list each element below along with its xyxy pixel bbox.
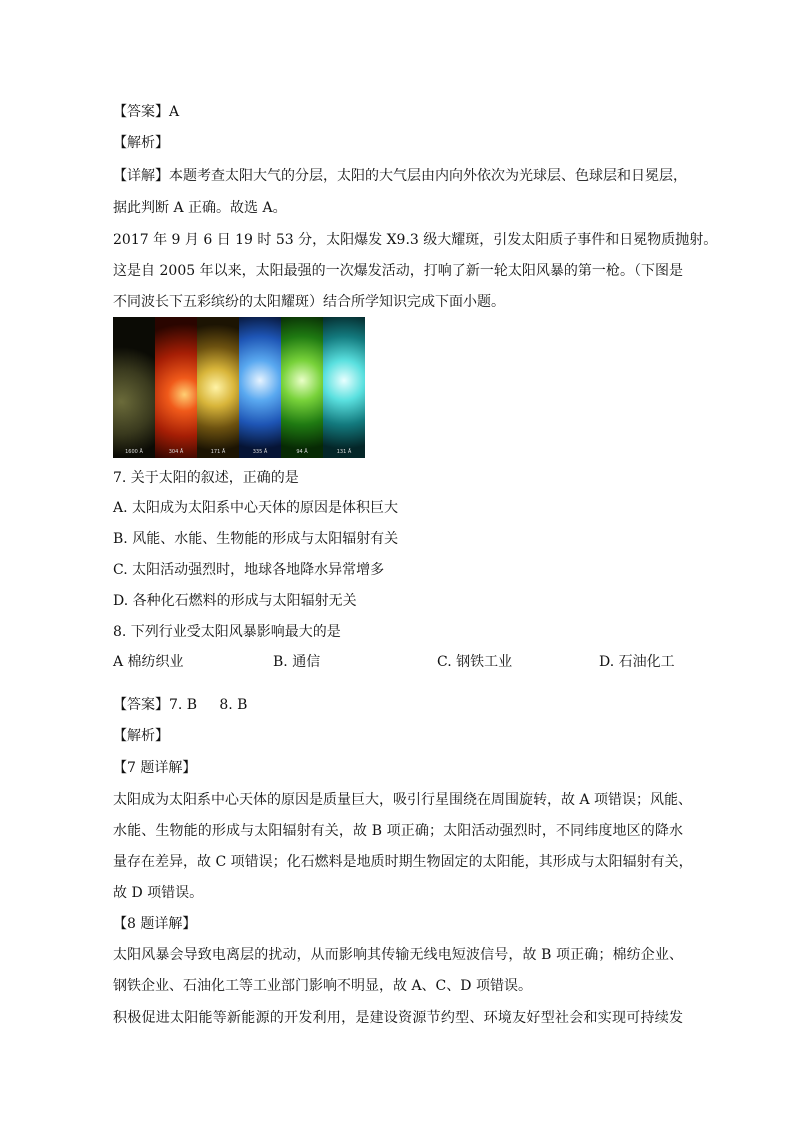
question-8-option: B. 通信: [273, 654, 321, 670]
question-7-option: B. 风能、水能、生物能的形成与太阳辐射有关: [113, 531, 399, 547]
q7-detail-line: 故 D 项错误。: [113, 885, 204, 901]
q7-detail-line: 水能、生物能的形成与太阳辐射有关，故 B 项正确；太阳活动强烈时，不同纬度地区的降水: [113, 823, 683, 839]
answer-label: 【答案】7. B 8. B: [113, 697, 248, 713]
question-7-option: A. 太阳成为太阳系中心天体的原因是体积巨大: [113, 500, 399, 516]
wavelength-label: 335 Å: [252, 449, 268, 455]
wavelength-label: 304 Å: [168, 449, 184, 455]
q7-detail-line: 太阳成为太阳系中心天体的原因是质量巨大，吸引行星围绕在周围旋转，故 A 项错误；风能、: [113, 792, 693, 808]
flare-panel: [197, 317, 239, 458]
question-7-option: C. 太阳活动强烈时，地球各地降水异常增多: [113, 562, 385, 578]
wavelength-label: 171 Å: [210, 449, 226, 455]
detail-line: 据此判断 A 正确。故选 A。: [113, 200, 287, 216]
question-7-option: D. 各种化石燃料的形成与太阳辐射无关: [113, 593, 357, 609]
question-7-stem: 7. 关于太阳的叙述，正确的是: [113, 470, 299, 486]
flare-panel: [239, 317, 281, 458]
paragraph-line: 积极促进太阳能等新能源的开发利用，是建设资源节约型、环境友好型社会和实现可持续发: [113, 1010, 683, 1026]
wavelength-label: 131 Å: [336, 449, 352, 455]
detail-line: 【详解】本题考查太阳大气的分层，太阳的大气层由内向外依次为光球层、色球层和日冕层，: [113, 168, 687, 184]
flare-panel: [281, 317, 323, 458]
q7-detail-line: 量存在差异，故 C 项错误；化石燃料是地质时期生物固定的太阳能，其形成与太阳辐射有关，: [113, 854, 693, 870]
flare-panel: [155, 317, 197, 458]
q8-detail-title: 【8 题详解】: [113, 916, 197, 932]
question-8-option: D. 石油化工: [599, 654, 675, 670]
intro-line: 不同波长下五彩缤纷的太阳耀斑）结合所学知识完成下面小题。: [113, 294, 505, 310]
intro-line: 这是自 2005 年以来，太阳最强的一次爆发活动，打响了新一轮太阳风暴的第一枪。（下图是: [113, 263, 683, 279]
solar-flare-image: [113, 317, 365, 458]
question-8-stem: 8. 下列行业受太阳风暴影响最大的是: [113, 624, 341, 640]
wavelength-label: 1600 Å: [125, 449, 143, 455]
flare-panel: [323, 317, 365, 458]
answer-label: 【答案】A: [113, 104, 180, 120]
q7-detail-title: 【7 题详解】: [113, 760, 197, 776]
question-8-options: [113, 652, 683, 672]
analysis-label: 【解析】: [113, 135, 169, 151]
q8-detail-line: 钢铁企业、石油化工等工业部门影响不明显，故 A、C、D 项错误。: [113, 978, 532, 994]
flare-panel: [113, 317, 155, 458]
q8-detail-line: 太阳风暴会导致电离层的扰动，从而影响其传输无线电短波信号，故 B 项正确；棉纺企业、: [113, 947, 683, 963]
question-8-option: A 棉纺织业: [113, 654, 184, 670]
wavelength-label: 94 Å: [296, 449, 308, 455]
intro-line: 2017 年 9 月 6 日 19 时 53 分，太阳爆发 X9.3 级大耀斑，引发太阳质子事件和日冕物质抛射。: [113, 232, 718, 248]
question-8-option: C. 钢铁工业: [437, 654, 513, 670]
analysis-label: 【解析】: [113, 728, 169, 744]
